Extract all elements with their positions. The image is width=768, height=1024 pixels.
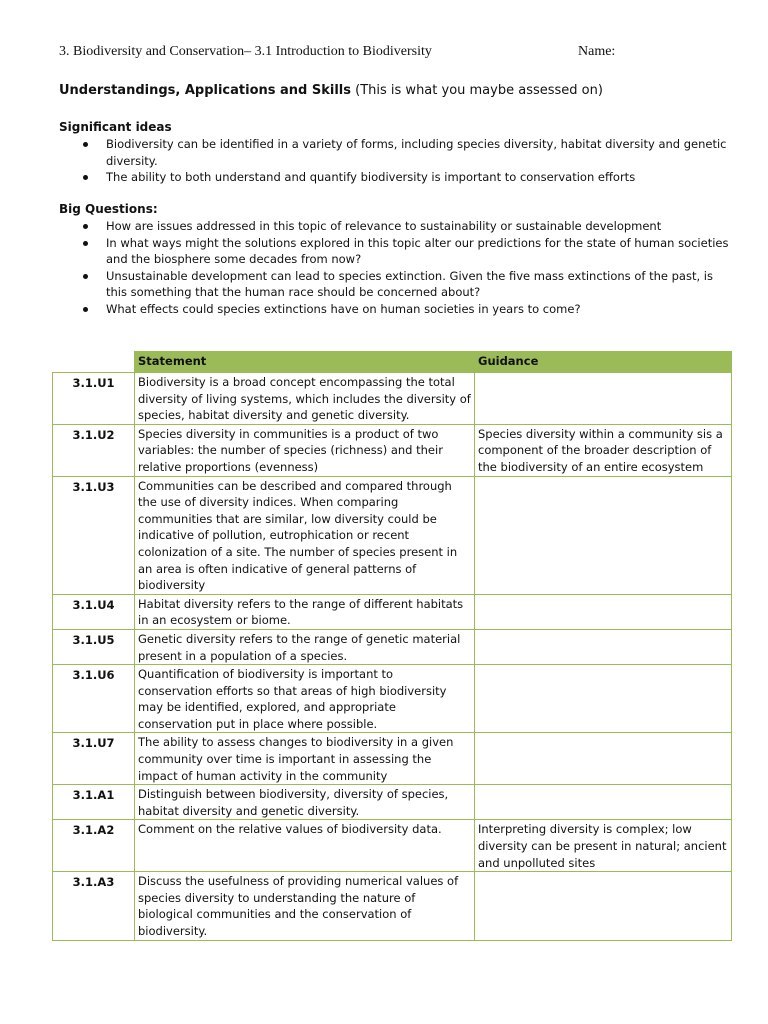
row-code: 3.1.U7 <box>53 733 135 785</box>
list-item <box>80 301 735 318</box>
header-code-cell <box>53 352 135 373</box>
row-guidance <box>475 665 732 733</box>
row-statement: Quantification of biodiversity is important to conservation efforts so that areas of high biodiversity may be identified, explored, and appropriate conservation put in place where possible. <box>135 665 475 733</box>
row-guidance <box>475 785 732 820</box>
row-guidance <box>475 373 732 425</box>
row-guidance <box>475 629 732 664</box>
bullet-icon <box>83 241 88 246</box>
understandings-table <box>52 351 732 941</box>
row-code: 3.1.U2 <box>53 424 135 476</box>
row-guidance: Species diversity within a community sis a component of the broader description of the biodiversity of an entire ecosystem <box>475 424 732 476</box>
row-statement: Communities can be described and compared through the use of diversity indices. When comparing communities that are similar, low diversity could be indicative of pollution, eutrophication or recent colonization of a site. The number of species present in an area is often indicative of general patterns of biodiversity <box>135 476 475 594</box>
document-title: 3. Biodiversity and Conservation– 3.1 Introduction to Biodiversity <box>59 44 432 59</box>
big-questions-list <box>80 218 735 317</box>
big-questions-heading: Big Questions: <box>59 202 158 216</box>
bullet-icon <box>83 175 88 180</box>
table-row <box>53 373 732 425</box>
table-row <box>53 424 732 476</box>
list-item-text: The ability to both understand and quantify biodiversity is important to conservation efforts <box>106 170 636 184</box>
subtitle-rest: (This is what you maybe assessed on) <box>351 83 603 98</box>
header-statement: Statement <box>135 352 475 373</box>
header-guidance: Guidance <box>475 352 732 373</box>
row-statement: Habitat diversity refers to the range of different habitats in an ecosystem or biome. <box>135 594 475 629</box>
row-code: 3.1.A1 <box>53 785 135 820</box>
row-code: 3.1.U6 <box>53 665 135 733</box>
row-code: 3.1.U4 <box>53 594 135 629</box>
assessment-subtitle <box>59 83 603 98</box>
name-label: Name: <box>578 44 616 59</box>
row-code: 3.1.A2 <box>53 820 135 872</box>
row-guidance <box>475 476 732 594</box>
table-row <box>53 785 732 820</box>
list-item-text: What effects could species extinctions have on human societies in years to come? <box>106 301 581 316</box>
list-item <box>80 218 735 235</box>
list-item-text: Unsustainable development can lead to species extinction. Given the five mass extinctions of the past, is this something that the human race should be concerned about? <box>106 268 713 299</box>
row-statement: Comment on the relative values of biodiversity data. <box>135 820 475 872</box>
table-row <box>53 872 732 940</box>
row-statement: The ability to assess changes to biodiversity in a given community over time is important in assessing the impact of human activity in the community <box>135 733 475 785</box>
table-row <box>53 733 732 785</box>
list-item <box>80 169 735 186</box>
table-row <box>53 476 732 594</box>
row-guidance <box>475 733 732 785</box>
table-row <box>53 594 732 629</box>
row-guidance <box>475 594 732 629</box>
list-item <box>80 268 735 301</box>
row-code: 3.1.A3 <box>53 872 135 940</box>
list-item-text: How are issues addressed in this topic of relevance to sustainability or sustainable development <box>106 219 662 233</box>
row-guidance: Interpreting diversity is complex; low diversity can be present in natural; ancient and unpolluted sites <box>475 820 732 872</box>
bullet-icon <box>83 224 88 229</box>
bullet-icon <box>83 307 88 312</box>
list-item <box>80 235 735 268</box>
subtitle-bold: Understandings, Applications and Skills <box>59 83 352 98</box>
row-code: 3.1.U5 <box>53 629 135 664</box>
significant-ideas-list <box>80 136 735 186</box>
table-row <box>53 820 732 872</box>
bullet-icon <box>83 274 88 279</box>
row-code: 3.1.U3 <box>53 476 135 594</box>
bullet-icon <box>83 142 88 147</box>
table-row <box>53 665 732 733</box>
list-item-text: Biodiversity can be identified in a variety of forms, including species diversity, habitat diversity and genetic diversity. <box>106 137 727 168</box>
row-code: 3.1.U1 <box>53 373 135 425</box>
table-row <box>53 629 732 664</box>
row-statement: Species diversity in communities is a product of two variables: the number of species (richness) and their relative proportions (evenness) <box>135 424 475 476</box>
row-statement: Biodiversity is a broad concept encompassing the total diversity of living systems, which includes the diversity of species, habitat diversity and genetic diversity. <box>135 373 475 425</box>
row-guidance <box>475 872 732 940</box>
list-item <box>80 136 735 169</box>
row-statement: Genetic diversity refers to the range of genetic material present in a population of a species. <box>135 629 475 664</box>
row-statement: Distinguish between biodiversity, diversity of species, habitat diversity and genetic diversity. <box>135 785 475 820</box>
significant-ideas-heading: Significant ideas <box>59 120 172 134</box>
list-item-text: In what ways might the solutions explored in this topic alter our predictions for the state of human societies and the biosphere some decades from now? <box>106 235 729 266</box>
table-header-row <box>53 352 732 373</box>
row-statement: Discuss the usefulness of providing numerical values of species diversity to understanding the nature of biological communities and the conservation of biodiversity. <box>135 872 475 940</box>
